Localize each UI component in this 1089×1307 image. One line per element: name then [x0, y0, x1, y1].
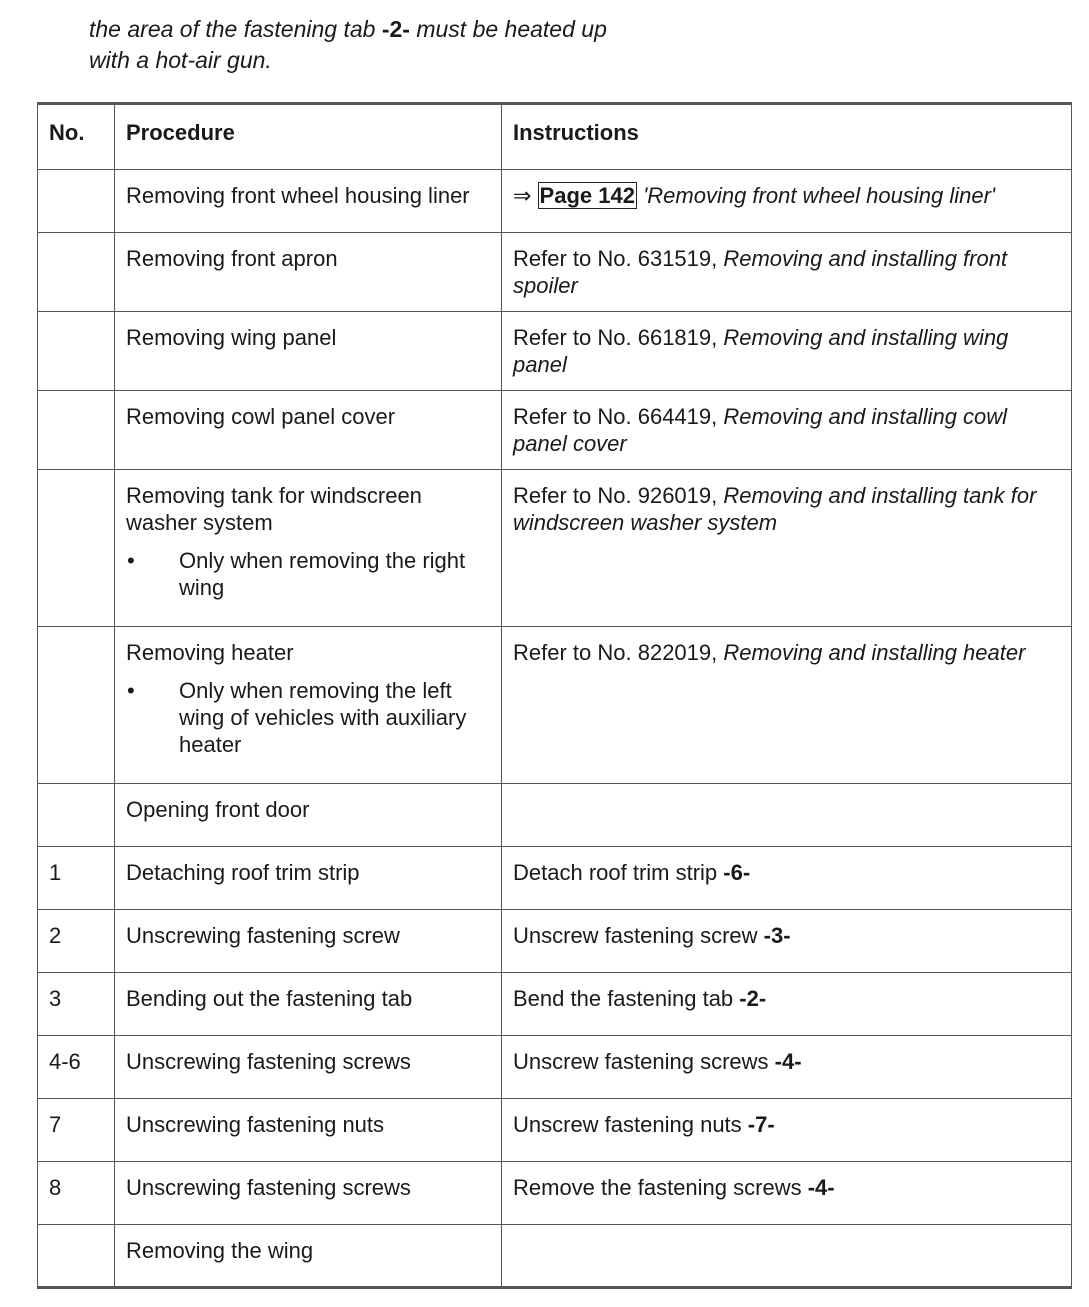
row-procedure: Removing cowl panel cover	[115, 391, 502, 470]
row-procedure: Removing front wheel housing liner	[115, 170, 502, 233]
row-procedure: Unscrewing fastening screw	[115, 910, 502, 973]
table-row	[38, 470, 1072, 627]
row-procedure: Detaching roof trim strip	[115, 847, 502, 910]
row-number	[38, 784, 115, 847]
table-row	[38, 1225, 1072, 1288]
procedure-text: Removing tank for windscreen washer system	[126, 483, 422, 535]
row-instructions	[502, 1225, 1072, 1288]
row-number: 3	[38, 973, 115, 1036]
header-instructions: Instructions	[502, 104, 1072, 170]
instruction-text: Detach roof trim strip	[513, 860, 724, 885]
bullet-icon: •	[127, 678, 135, 703]
row-instructions	[502, 233, 1072, 312]
row-procedure: Removing the wing	[115, 1225, 502, 1288]
table-row	[38, 1162, 1072, 1225]
procedure-note	[126, 677, 491, 758]
row-number	[38, 1225, 115, 1288]
table-row	[38, 847, 1072, 910]
row-number	[38, 170, 115, 233]
intro-line-1-suffix: must be heated up	[409, 16, 607, 42]
row-number	[38, 627, 115, 784]
header-procedure: Procedure	[115, 104, 502, 170]
row-instructions	[502, 391, 1072, 470]
row-number: 7	[38, 1099, 115, 1162]
row-instructions	[502, 170, 1072, 233]
note-text: Only when removing the left wing of vehicles with auxiliary heater	[179, 678, 467, 757]
intro-line-1	[89, 14, 607, 45]
bullet-icon: •	[127, 548, 135, 573]
part-ref: -6-	[723, 860, 751, 885]
instruction-italic: 'Removing front wheel housing liner'	[636, 183, 996, 208]
procedure-table	[37, 102, 1072, 1289]
procedure-note	[126, 547, 491, 601]
table-row	[38, 170, 1072, 233]
instruction-text: Unscrew fastening screw	[513, 923, 764, 948]
table-row	[38, 233, 1072, 312]
intro-text	[89, 14, 607, 76]
row-procedure: Unscrewing fastening screws	[115, 1162, 502, 1225]
row-instructions	[502, 910, 1072, 973]
row-number: 1	[38, 847, 115, 910]
row-instructions	[502, 627, 1072, 784]
row-procedure	[115, 470, 502, 627]
row-number	[38, 233, 115, 312]
row-number	[38, 312, 115, 391]
row-instructions	[502, 973, 1072, 1036]
part-ref: -2-	[739, 986, 767, 1011]
instruction-text: Refer to No. 661819,	[513, 325, 724, 350]
instruction-text: Refer to No. 822019,	[513, 640, 724, 665]
instruction-text: Refer to No. 664419,	[513, 404, 724, 429]
instruction-text: Unscrew fastening screws	[513, 1049, 775, 1074]
instruction-italic: Removing and installing heater	[723, 640, 1026, 665]
arrow-icon: ⇒	[513, 183, 538, 208]
part-ref: -3-	[763, 923, 791, 948]
table-row	[38, 627, 1072, 784]
table-row	[38, 312, 1072, 391]
table-header-row	[38, 104, 1072, 170]
row-procedure: Opening front door	[115, 784, 502, 847]
row-procedure: Removing wing panel	[115, 312, 502, 391]
instruction-text: Bend the fastening tab	[513, 986, 740, 1011]
row-procedure	[115, 627, 502, 784]
instruction-text: Refer to No. 926019,	[513, 483, 724, 508]
row-instructions	[502, 1162, 1072, 1225]
row-procedure: Unscrewing fastening screws	[115, 1036, 502, 1099]
instruction-text: Remove the fastening screws	[513, 1175, 808, 1200]
row-instructions	[502, 1099, 1072, 1162]
row-number	[38, 470, 115, 627]
header-no: No.	[38, 104, 115, 170]
procedure-text: Removing heater	[126, 640, 294, 665]
part-ref: -4-	[807, 1175, 835, 1200]
row-instructions	[502, 784, 1072, 847]
instruction-italic: Removing and installing tank for windscreen washer system	[513, 483, 1037, 535]
instruction-text: Unscrew fastening nuts	[513, 1112, 748, 1137]
intro-line-2: with a hot-air gun.	[89, 47, 272, 73]
table-row	[38, 910, 1072, 973]
row-instructions	[502, 312, 1072, 391]
row-number: 2	[38, 910, 115, 973]
row-number	[38, 391, 115, 470]
intro-part-ref: -2-	[381, 16, 410, 42]
row-procedure: Removing front apron	[115, 233, 502, 312]
row-instructions	[502, 1036, 1072, 1099]
row-number: 8	[38, 1162, 115, 1225]
row-instructions	[502, 470, 1072, 627]
row-procedure: Bending out the fastening tab	[115, 973, 502, 1036]
instruction-italic: Removing and installing wing panel	[513, 325, 1009, 377]
table-row	[38, 784, 1072, 847]
row-procedure: Unscrewing fastening nuts	[115, 1099, 502, 1162]
intro-line-1-prefix: the area of the fastening tab	[89, 16, 382, 42]
page-link[interactable]: Page 142	[539, 183, 635, 208]
part-ref: -4-	[774, 1049, 802, 1074]
table-row	[38, 391, 1072, 470]
table-row	[38, 1099, 1072, 1162]
row-instructions	[502, 847, 1072, 910]
part-ref: -7-	[747, 1112, 775, 1137]
row-number: 4-6	[38, 1036, 115, 1099]
table-row	[38, 1036, 1072, 1099]
instruction-italic: Removing and installing cowl panel cover	[513, 404, 1008, 456]
table-row	[38, 973, 1072, 1036]
instruction-italic: Removing and installing front spoiler	[513, 246, 1008, 298]
note-text: Only when removing the right wing	[179, 548, 466, 600]
instruction-text: Refer to No. 631519,	[513, 246, 724, 271]
